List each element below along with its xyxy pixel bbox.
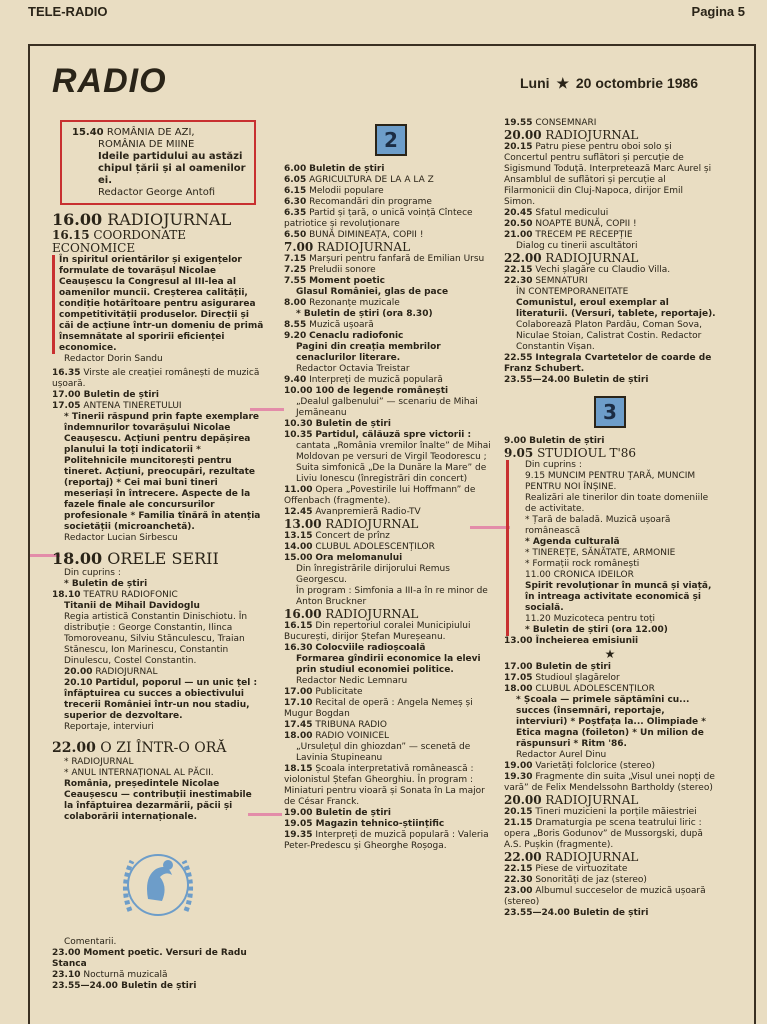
- program-entry: [284, 386, 498, 397]
- entry-time: 13.00: [504, 636, 533, 646]
- entry-title: ORELE SERII: [107, 549, 219, 568]
- entry-author: Redactor George Antofi: [98, 187, 216, 198]
- entry-desc: Reportaje, interviuri: [64, 722, 154, 732]
- entry-time: 20.50: [504, 219, 533, 229]
- program-entry: [52, 550, 264, 568]
- entry-author: Redactor Lucian Sirbescu: [64, 533, 178, 543]
- entry-time: 18.15: [284, 764, 313, 774]
- entry-time: 18.00: [52, 549, 103, 568]
- entry-title: Opera „Povestirile lui Hoffmann” de Offenbach (fragmente).: [284, 485, 476, 506]
- entry-time: 9.00: [504, 436, 527, 446]
- entry-item: * Buletin de știri (ora 12.00): [525, 625, 668, 635]
- entry-time: 7.55: [284, 276, 307, 286]
- program-entry: [284, 419, 498, 430]
- entry-title: Sfatul medicului: [535, 208, 609, 218]
- entry-title: Muzică ușoară: [309, 320, 374, 330]
- program-entry: [504, 219, 716, 230]
- entry-desc: În program : Simfonia a III-a în re minor de Anton Bruckner: [296, 586, 488, 607]
- entry-title: Vechi șlagăre cu Claudio Villa.: [535, 265, 671, 275]
- entry-time: 22.15: [504, 265, 533, 275]
- program-entry: [284, 375, 498, 386]
- entry-title: TEATRU RADIOFONIC: [83, 590, 178, 600]
- program-entry: [504, 772, 716, 794]
- entry-item: 11.00 CRONICA IDEILOR: [525, 570, 634, 580]
- early-list: [284, 164, 498, 241]
- program-2-badge: 2: [375, 124, 407, 156]
- entry-title: Albumul succeselor de muzică ușoară (stereo): [504, 886, 706, 907]
- entry-time: 7.00: [284, 240, 314, 254]
- program-entry: [284, 830, 498, 852]
- entry-time: 14.00: [284, 542, 313, 552]
- entry-time: 16.35: [52, 368, 81, 378]
- entry-desc: „Dealul galbenului” — scenariu de Mihai Jemăneanu: [296, 397, 478, 418]
- entry-time: 20.00: [504, 128, 542, 142]
- entry-item: * Agenda culturală: [525, 537, 620, 547]
- program-2-column: [284, 120, 498, 852]
- entry-time: 17.00: [284, 687, 313, 697]
- date-line: [520, 75, 698, 92]
- entry-title: Interpreți de muzică populară : Valeria Peter-Predescu și Gheorghe Roșoga.: [284, 830, 489, 851]
- entry-time: 21.00: [504, 230, 533, 240]
- entry-title: Cenaclu radiofonic: [309, 331, 404, 341]
- entry-title: Buletin de știri: [315, 419, 391, 429]
- entry-title: Piese de virtuozitate: [535, 864, 628, 874]
- entry-desc: Colaborează Platon Pardău, Coman Sova, Niculae Stoian, Calistrat Costin. Redactor Constantin Vișan.: [516, 320, 703, 352]
- entry-item: * TINEREȚE, SĂNĂTATE, ARMONIE: [525, 548, 676, 558]
- entry-title: Buletin de știri: [573, 375, 649, 385]
- entry-title: RADIOJURNAL: [325, 517, 419, 531]
- entry-time: 20.45: [504, 208, 533, 218]
- program-entry: [52, 981, 264, 992]
- program-entry: [284, 687, 498, 698]
- entry-time: 6.50: [284, 230, 307, 240]
- entry-time: 19.00: [284, 808, 313, 818]
- entry-title: Moment poetic. Versuri de Radu Stanca: [52, 948, 247, 969]
- program-entry: [504, 794, 716, 807]
- entry-time: 6.35: [284, 208, 307, 218]
- program-entry: [504, 807, 716, 818]
- entry-sub: Comunistul, eroul exemplar al literaturii. (Versuri, tablete, reportaje).: [516, 298, 716, 319]
- entry-title: Partidul, poporul — un unic țel : înfăptuirea cu succes a obiectivului trecerii României într-un nou stadiu, superior de dezvoltare.: [64, 678, 258, 721]
- program-entry: [284, 276, 498, 287]
- program-entry: [284, 643, 498, 654]
- entry-desc: Din înregistrările dirijorului Remus Georgescu.: [296, 564, 450, 585]
- entry-intro: Din cuprins :: [64, 568, 121, 578]
- entry-title: Școala interpretativă românească : violonistul Ștefan Gheorghiu. În program : Miniaturi pentru vioară și Sonata în La major de César Franck.: [284, 764, 485, 807]
- entry-time: 22.30: [504, 276, 533, 286]
- entry-desc: Ideile partidului au astăzi chipul țării și al oamenilor ei.: [98, 151, 246, 186]
- program-entry: [284, 430, 498, 441]
- entry-title: RADIO VOINICEL: [315, 731, 390, 741]
- entry-title: Buletin de știri: [315, 808, 391, 818]
- entry-time: 16.30: [284, 643, 313, 653]
- entry-title: Buletin de știri: [83, 390, 159, 400]
- entry-title: RADIOJURNAL: [325, 607, 419, 621]
- entry-title: Virste ale creației românești de muzică ușoară.: [52, 368, 260, 389]
- program-entry: [284, 197, 498, 208]
- entry-title: RADIOJURNAL: [95, 667, 158, 677]
- entry-author: Redactor Nedic Lemnaru: [296, 676, 408, 686]
- entry-title: SEMNATURI: [535, 276, 588, 286]
- entry-title: NOAPTE BUNĂ, COPII !: [535, 219, 637, 229]
- entry-title: Moment poetic: [309, 276, 386, 286]
- program-entry: [504, 761, 716, 772]
- entry-title: O ZI ÎNTR-O ORĂ: [100, 740, 227, 756]
- entry-title: Patru piese pentru oboi solo și Concertul pentru suflători și percuție de Sigismund Toduță. Interpretează Marc Aurel și Ansamblul de suflători și percuție al Filarmonicii din Cluj-Napoca, dirijor Emil Simon.: [504, 142, 712, 207]
- entry-time: 10.35: [284, 430, 313, 440]
- program-entry: [504, 818, 716, 851]
- entry-intro: Din cuprins :: [525, 460, 582, 470]
- program-entry: [504, 886, 716, 908]
- entry-time: 17.10: [284, 698, 313, 708]
- program-entry: [52, 948, 264, 970]
- entry-title: COORDONATE ECONOMICE: [52, 228, 187, 255]
- program-entry: [284, 621, 498, 643]
- entry-title: RADIOJURNAL: [545, 128, 639, 142]
- entry-time: 7.25: [284, 265, 307, 275]
- entry-title: Partid și țară, o unică voință Cîntece patriotice și revoluționare: [284, 208, 473, 229]
- entry-title-cont: ÎN CONTEMPORANEITATE: [516, 287, 629, 297]
- entry-title: ROMÂNIA DE AZI,: [106, 127, 195, 138]
- entry-time: 22.00: [52, 740, 96, 756]
- entry-title: Partidul, călăuză spre victorii :: [315, 430, 472, 440]
- entry-title: Concert de prînz: [315, 531, 390, 541]
- entry-title: TRECEM PE RECEPȚIE: [535, 230, 633, 240]
- program-entry: [284, 208, 498, 230]
- star-icon: ★: [556, 75, 569, 91]
- entry-item: * Țară de baladă. Muzică ușoară românească: [525, 515, 671, 536]
- program-entry: [52, 211, 264, 229]
- entry-time: 6.30: [284, 197, 307, 207]
- program-entry: [504, 230, 716, 241]
- program-entry: [284, 608, 498, 621]
- entry-desc: * Școala — primele săptămîni cu... succes (însemnări, reportaje, interviuri) * Poștfața la... Olimpiade * Etica magna (foileton) * Un milion de răspunsuri * Ritm '86.: [516, 695, 706, 749]
- program-entry: [52, 739, 264, 757]
- entry-item: * ANUL INTERNAȚIONAL AL PĂCII.: [64, 768, 214, 778]
- entry-desc: „Ursulețul din ghiozdan” — scenetă de Lavinia Stupineanu: [296, 742, 471, 763]
- entry-time: 23.55—24.00: [52, 981, 118, 991]
- program-entry: [284, 553, 498, 564]
- entry-time: 16.15: [52, 228, 90, 242]
- entry-time: 22.15: [504, 864, 533, 874]
- program-entry: [504, 875, 716, 886]
- entry-time: 6.00: [284, 164, 307, 174]
- entry-title: Melodii populare: [309, 186, 384, 196]
- entry-desc: cantata „România vremilor înalte” de Mihai Moldovan pe versuri de Virgil Teodorescu ; Suita simfonică „De la Dunăre la Mare” de Liviu Ionescu (înregistrări din concert): [296, 441, 491, 484]
- entry-time: 17.00: [504, 662, 533, 672]
- program-entry: [284, 819, 498, 830]
- entry-time: 20.15: [504, 807, 533, 817]
- entry-time: 8.55: [284, 320, 307, 330]
- entry-title: Preludii sonore: [309, 265, 376, 275]
- program-entry: [284, 542, 498, 553]
- entry-time: 22.00: [504, 850, 542, 864]
- entry-time: 16.00: [52, 210, 103, 229]
- entry-title: Interpreți de muzică populară: [309, 375, 443, 385]
- entry-title: RADIOJURNAL: [545, 793, 639, 807]
- entry-sub: Glasul României, glas de pace: [296, 287, 449, 297]
- entry-item: 9.15 MUNCIM PENTRU ȚARĂ, MUNCIM PENTRU NOI ÎNȘINE.: [525, 471, 696, 492]
- entry-title: Varietăți folclorice (stereo): [535, 761, 655, 771]
- entry-time: 9.40: [284, 375, 307, 385]
- section-title: RADIO: [52, 62, 167, 100]
- star-separator-icon: ★: [604, 647, 616, 661]
- entry-title: Din repertoriul coralei Municipiului București, dirijor Ștefan Mureșeanu.: [284, 621, 471, 642]
- program-entry: [52, 368, 264, 390]
- entry-time: 18.00: [284, 731, 313, 741]
- entry-sub: Titanii de Mihail Davidoglu: [64, 601, 200, 611]
- program-entry: [284, 265, 498, 276]
- entry-title: Buletin de știri: [529, 436, 605, 446]
- program-entry: [284, 698, 498, 720]
- entry-title: TRIBUNA RADIO: [315, 720, 387, 730]
- entry-time: 20.10: [64, 678, 93, 688]
- entry-desc: Realizări ale tinerilor din toate domeniile de activitate.: [525, 493, 709, 514]
- program-entry: [284, 485, 498, 507]
- entry-title: RADIOJURNAL: [107, 210, 232, 229]
- entry-title: Ora melomanului: [315, 553, 403, 563]
- entry-item: * Buletin de știri: [64, 579, 148, 589]
- entry-title: Studioul șlagărelor: [535, 673, 620, 683]
- entry-title: CLUBUL ADOLESCENȚILOR: [535, 684, 655, 694]
- program-entry: [72, 127, 246, 139]
- entry-time: 18.00: [504, 684, 533, 694]
- entry-time: 12.45: [284, 507, 313, 517]
- entry-title: Încheierea emisiunii: [535, 636, 639, 646]
- entry-title: CLUBUL ADOLESCENȚILOR: [315, 542, 435, 552]
- entry-time: 19.30: [504, 772, 533, 782]
- program-entry: [504, 353, 716, 375]
- entry-title: Avanpremieră Radio-TV: [315, 507, 421, 517]
- entry-title: Colocviile radioșcoală: [315, 643, 426, 653]
- entry-time: 19.35: [284, 830, 313, 840]
- entry-time: 23.00: [52, 948, 81, 958]
- entry-time: 22.30: [504, 875, 533, 885]
- entry-time: 10.30: [284, 419, 313, 429]
- program-entry: [52, 229, 264, 255]
- entry-title: Rezonanțe muzicale: [309, 298, 400, 308]
- entry-time: 13.00: [284, 517, 322, 531]
- program-entry: [52, 678, 264, 722]
- program-entry: [284, 241, 498, 254]
- entry-title: 100 de legende românești: [315, 386, 449, 396]
- entry-title: Buletin de știri: [309, 164, 385, 174]
- entry-title: Recital de operă : Angela Nemeș și Mugur Bogdan: [284, 698, 473, 719]
- date-day: Luni: [520, 75, 550, 91]
- program-entry: [284, 186, 498, 197]
- entry-title: Dramaturgia pe scena teatrului liric : opera „Boris Godunov” de Mussorgski, după A.S. Pușkin (fragmente).: [504, 818, 703, 850]
- program-3-column: [504, 118, 716, 919]
- program-3-badge: 3: [594, 396, 626, 428]
- entry-title: RADIOJURNAL: [545, 251, 639, 265]
- program-entry: [504, 864, 716, 875]
- entry-title: STUDIOUL T'86: [537, 446, 637, 460]
- entry-time: 23.55—24.00: [504, 908, 570, 918]
- program-entry: [504, 447, 716, 460]
- featured-program-box: [60, 120, 256, 205]
- entry-time: 9.05: [504, 446, 534, 460]
- entry-desc: În spiritul orientărilor și exigențelor formulate de tovarășul Nicolae Ceaușescu la Congresul al III-lea al oamenilor muncii. Creșterea calității, condiție hotărîtoare pentru asigurarea competitivității produselor. Direcții și căi de acțiune într-un domeniu de primă însemnătate al sporirii eficienței economice.: [52, 255, 264, 354]
- entry-time: 23.55—24.00: [504, 375, 570, 385]
- entry-time: 20.00: [504, 793, 542, 807]
- entry-desc: * Tinerii răspund prin fapte exemplare îndemnurilor tovarășului Nicolae Ceaușescu. Acțiuni pentru depășirea planului la toți indicatorii * Politehnicile muncitorești pentru tineret. Acțiuni, preocupări, rezultate (reportaj) * Cei mai buni tineri meseriași în întrecere. Aspecte de la fazele finale ale concursurilor profesionale * Familia tînără în atenția societății (microanchetă).: [64, 412, 261, 532]
- entry-title-cont: ROMÂNIA DE MIINE: [98, 139, 195, 150]
- entry-time: 16.15: [284, 621, 313, 631]
- entry-title: Buletin de știri: [535, 662, 611, 672]
- entry-time: 6.05: [284, 175, 307, 185]
- entry-time: 17.45: [284, 720, 313, 730]
- program-entry: [284, 331, 498, 342]
- entry-item: * Formații rock românești: [525, 559, 640, 569]
- entry-time: 22.55: [504, 353, 533, 363]
- page-number: Pagina 5: [691, 4, 745, 19]
- entry-time: 19.55: [504, 118, 533, 128]
- program-entry: [504, 142, 716, 208]
- program-entry: [284, 164, 498, 175]
- program-entry: [504, 129, 716, 142]
- entry-title: ANTENA TINERETULUI: [83, 401, 182, 411]
- program-1-column: [52, 120, 264, 992]
- program-entry: [284, 731, 498, 742]
- entry-author: Redactor Aurel Dinu: [516, 750, 607, 760]
- entry-time: 9.20: [284, 331, 307, 341]
- entry-author: Redactor Octavia Treistar: [296, 364, 410, 374]
- program-entry: [284, 518, 498, 531]
- program-entry: [284, 720, 498, 731]
- entry-title: AGRICULTURA DE LA A LA Z: [309, 175, 434, 185]
- entry-time: 17.05: [52, 401, 81, 411]
- entry-time: 7.15: [284, 254, 307, 264]
- entry-title: Integrala Cvartetelor de coarde de Franz Schubert.: [504, 353, 712, 374]
- entry-time: 23.00: [504, 886, 533, 896]
- entry-title: Recomandări din programe: [309, 197, 432, 207]
- entry-time: 8.00: [284, 298, 307, 308]
- program-entry: [504, 673, 716, 684]
- program-entry: [504, 662, 716, 673]
- program-entry: [52, 590, 264, 601]
- entry-time: 11.00: [284, 485, 313, 495]
- entry-title: Buletin de știri: [573, 908, 649, 918]
- program-entry: [52, 390, 264, 401]
- entry-time: 13.15: [284, 531, 313, 541]
- entry-time: 20.00: [64, 667, 93, 677]
- entry-sub: Pagini din creația membrilor cenaclurilor literare.: [296, 342, 441, 363]
- entry-sub: Formarea gîndirii economice la elevi prin studiul economiei politice.: [296, 654, 481, 675]
- program-entry: [284, 175, 498, 186]
- entry-title: RADIOJURNAL: [545, 850, 639, 864]
- program-entry: [504, 908, 716, 919]
- program-entry: [504, 636, 716, 647]
- entry-desc: Regia artistică Constantin Dinischiotu. În distribuție : George Constantin, Ilinca Tomoroveanu, Silviu Stănculescu, Traian Stănescu, Ion Marinescu, Constantin Dinulescu, Costel Constantin.: [64, 612, 248, 666]
- entry-title: Nocturnă muzicală: [83, 970, 168, 980]
- entry-title: Tineri muzicieni la porțile măiestriei: [535, 807, 697, 817]
- program-entry: [52, 401, 264, 412]
- entry-time: 17.00: [52, 390, 81, 400]
- entry-author: Redactor Dorin Sandu: [64, 354, 163, 364]
- program-entry: [504, 684, 716, 695]
- entry-title: BUNĂ DIMINEAȚA, COPII !: [309, 230, 424, 240]
- entry-time: 16.00: [284, 607, 322, 621]
- entry-time: 18.10: [52, 590, 81, 600]
- entry-time: 6.15: [284, 186, 307, 196]
- program-entry: [504, 375, 716, 386]
- entry-title: Publicitate: [315, 687, 363, 697]
- entry-time: 23.10: [52, 970, 81, 980]
- entry-title: Marșuri pentru fanfară de Emilian Ursu: [309, 254, 485, 264]
- entry-time: 21.15: [504, 818, 533, 828]
- peace-year-emblem-icon: [110, 841, 206, 931]
- program-entry: [52, 667, 264, 678]
- entry-title: RADIOJURNAL: [317, 240, 411, 254]
- program-entry: [504, 208, 716, 219]
- publication-name: TELE-RADIO: [28, 4, 108, 19]
- entry-item: Comentarii.: [64, 937, 117, 947]
- entry-time: 15.40: [72, 127, 104, 138]
- entry-item: 11.20 Muzicoteca pentru toți: [525, 614, 655, 624]
- program-entry: [504, 265, 716, 276]
- entry-title: Sonorități de jaz (stereo): [535, 875, 647, 885]
- program-entry: [284, 808, 498, 819]
- program-entry: [504, 252, 716, 265]
- program-entry: [52, 970, 264, 981]
- morning-list: [284, 254, 498, 276]
- entry-time: 22.00: [504, 251, 542, 265]
- date-rest: 20 octombrie 1986: [575, 75, 699, 91]
- entry-sub: * Buletin de știri (ora 8.30): [296, 309, 433, 319]
- program-entry: [284, 254, 498, 265]
- entry-desc: Dialog cu tinerii ascultători: [516, 241, 638, 251]
- entry-title: Magazin tehnico-științific: [315, 819, 445, 829]
- entry-time: 19.05: [284, 819, 313, 829]
- entry-item: * RADIOJURNAL: [64, 757, 134, 767]
- entry-desc: România, președintele Nicolae Ceaușescu — contribuții inestimabile la înfăptuirea dezarmării, păcii și colaborării internaționale.: [64, 779, 252, 822]
- entry-time: 10.00: [284, 386, 313, 396]
- entry-title: Buletin de știri: [121, 981, 197, 991]
- program-entry: [504, 276, 716, 287]
- entry-time: 15.00: [284, 553, 313, 563]
- studio-contents: [506, 460, 716, 636]
- program-entry: [284, 320, 498, 331]
- entry-time: 17.05: [504, 673, 533, 683]
- program-entry: [284, 298, 498, 309]
- program-entry: [504, 851, 716, 864]
- program-entry: [284, 531, 498, 542]
- entry-title: Fragmente din suita „Visul unei nopți de vară” de Felix Mendelssohn Bartholdy (stereo): [504, 772, 715, 793]
- entry-time: 20.15: [504, 142, 533, 152]
- program-entry: [284, 764, 498, 808]
- entry-title: CONSEMNARI: [535, 118, 597, 128]
- entry-desc: Spirit revoluționar în muncă și viață, în intreaga activitate economică și socială.: [525, 581, 712, 613]
- entry-time: 19.00: [504, 761, 533, 771]
